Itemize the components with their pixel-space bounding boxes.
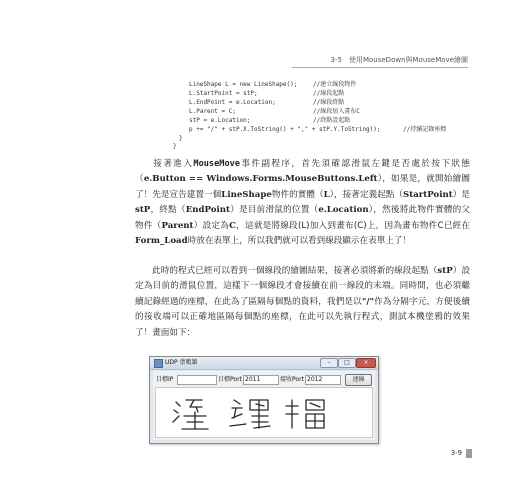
header-title: 3-5 使用MouseDown與MouseMove繪圖 [330, 56, 468, 64]
para2-text: ）設定為目前的滑鼠位置，這樣下一個線段才會接續在前一線段的末端。同時間，也必須繼續記錄經過的座標，在此為了區隔每個點的資料，我們是以 [135, 266, 470, 307]
para1-text: ）是 [452, 189, 470, 200]
para1-formload: Form_Load [135, 236, 188, 247]
target-ip-label: 目標IP [156, 376, 174, 383]
page-number: 3-9 [450, 449, 462, 457]
para1-text: ），接著定義起點（ [329, 189, 404, 200]
para1-text: 接著進入 [152, 159, 194, 169]
window-title: UDP 塗鴉牆 [165, 359, 198, 366]
para1-endpoint: EndPoint [185, 205, 230, 216]
app-window [149, 356, 379, 444]
drawing-canvas[interactable] [155, 387, 373, 438]
para1-text: ，這就是將線段(L)加入到畫布(C)上，因為畫布物件C已經在 [235, 220, 470, 231]
code-brace-1: } [179, 135, 183, 142]
page-footer [384, 447, 472, 459]
code-comment-1: //建立線段物件 [313, 81, 357, 88]
code-listing [145, 80, 480, 150]
para1-location: e.Location [318, 205, 369, 216]
para2-stp: stP [437, 266, 453, 276]
para2-text: 作為分隔字元，方便後續的接收端可以正確地區隔每個點的座標，在此可以先執行程式，測試本機塗鴉的效果了！畫面如下： [135, 296, 470, 338]
connect-button[interactable]: 連線 [345, 374, 372, 386]
receive-port-input[interactable]: 2012 [305, 375, 341, 385]
code-comment-4: //線段加入畫布C [313, 108, 360, 115]
target-ip-input[interactable] [177, 375, 217, 385]
para1-text: ），如果是，就開始繪圖了！先是宣告建置一個 [135, 174, 470, 200]
para2-text: 此時的程式已經可以看到一個線段的繪圖結果，接著必須將新的線段起點（ [152, 266, 438, 276]
title-bar [150, 357, 378, 370]
para1-text: ），然後將此物件實體的父物件（ [135, 205, 470, 231]
code-line-5: stP = e.Location; [189, 117, 251, 124]
code-line-6: p += "/" + stP.X.ToString() + "," + stP.Y.ToString(); [189, 126, 381, 133]
para1-text: ，終點（ [150, 205, 186, 216]
body-paragraph-1 [135, 157, 470, 249]
para1-l: L [323, 189, 330, 200]
para1-mousemove: MouseMove [193, 159, 240, 169]
window-client [153, 371, 375, 440]
code-comment-2: //線段起點 [313, 90, 345, 97]
para1-text: 事件副程序，首先須確認滑鼠左鍵是否處於按下狀態（ [135, 159, 470, 185]
minimize-button[interactable]: – [320, 358, 338, 368]
maximize-button[interactable]: □ [338, 358, 356, 368]
body-paragraph-2 [135, 264, 470, 341]
para1-parent: Parent [161, 220, 194, 231]
para1-text: 物件的實體（ [271, 189, 324, 200]
code-comment-5: //終點設起點 [313, 117, 351, 124]
page-tab-marker [466, 449, 472, 458]
code-comment-3: //線段終點 [313, 99, 345, 106]
code-line-2: L.StartPoint = stP; [189, 90, 258, 97]
code-line-1: LineShape L = new LineShape(); [189, 81, 298, 88]
para1-text: ）設定為 [193, 220, 230, 231]
close-button[interactable]: × [356, 358, 376, 368]
para1-startpoint: StartPoint [403, 189, 453, 200]
receive-port-label: 接收Port [280, 376, 304, 383]
para1-stp: stP [135, 205, 151, 216]
handwriting-graffiti [156, 388, 370, 438]
target-port-input[interactable]: 2011 [243, 375, 279, 385]
code-line-3: L.EndPoint = e.Location; [189, 99, 276, 106]
code-brace-2: } [173, 143, 177, 150]
para1-lineshape: LineShape [221, 189, 272, 200]
target-port-label: 目標Port [218, 376, 242, 383]
para1-text: 時放在表單上，所以我們就可以看到線段顯示在表單上了！ [187, 236, 412, 247]
para1-text: ）是目前滑鼠的位置（ [230, 205, 319, 216]
running-header [292, 55, 468, 68]
header-rule [292, 67, 468, 68]
para2-separator: "/" [361, 296, 374, 307]
code-comment-6: //持續記錄座標 [403, 126, 447, 133]
app-icon [154, 359, 163, 368]
para1-condition: e.Button == Windows.Forms.MouseButtons.Left [143, 174, 378, 185]
para1-c: C [229, 220, 236, 231]
code-line-4: L.Parent = C; [189, 108, 236, 115]
